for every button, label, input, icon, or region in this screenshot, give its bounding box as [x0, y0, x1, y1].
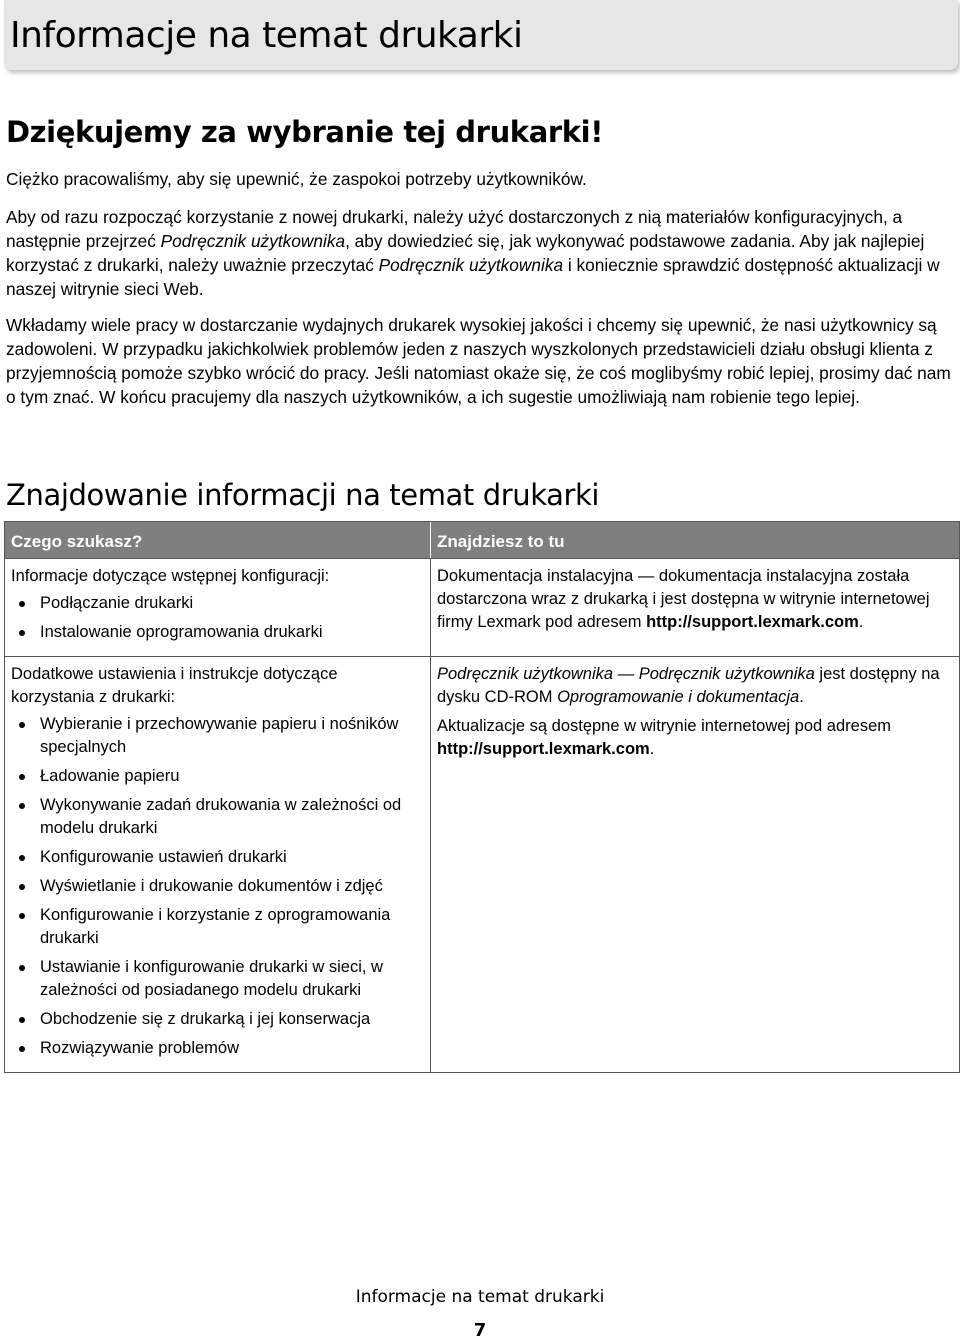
- guide-title: Podręcznik użytkownika: [160, 231, 346, 251]
- topic-lead: Informacje dotyczące wstępnej konfiguracji:: [11, 567, 330, 585]
- list-item: Wykonywanie zadań drukowania w zależności od modelu drukarki: [11, 794, 424, 840]
- table-cell-topic: [5, 559, 431, 656]
- title-banner: [4, 0, 958, 70]
- list-item: Ustawianie i konfigurowanie drukarki w sieci, w zależności od posiadanego modelu drukarki: [11, 956, 424, 1002]
- page-title: Informacje na temat drukarki: [10, 15, 523, 56]
- list-item: Wyświetlanie i drukowanie dokumentów i zdjęć: [11, 875, 424, 898]
- list-item: Rozwiązywanie problemów: [11, 1037, 424, 1060]
- finding-heading: Znajdowanie informacji na temat drukarki: [6, 478, 600, 512]
- list-item: Obchodzenie się z drukarką i jej konserwacja: [11, 1008, 424, 1031]
- table-row: [5, 559, 959, 657]
- topic-list: [11, 713, 424, 1060]
- intro-paragraph: Ciężko pracowaliśmy, aby się upewnić, że zaspokoi potrzeby użytkowników.: [6, 169, 587, 189]
- support-link[interactable]: http://support.lexmark.com: [646, 613, 859, 631]
- support-link[interactable]: http://support.lexmark.com: [437, 740, 650, 758]
- page-number: 7: [473, 1320, 487, 1341]
- table-header-row: [5, 522, 959, 559]
- topic-list: [11, 592, 424, 644]
- list-item: Instalowanie oprogramowania drukarki: [11, 621, 424, 644]
- thanks-heading: Dziękujemy za wybranie tej drukarki!: [6, 115, 604, 149]
- list-item: Konfigurowanie ustawień drukarki: [11, 846, 424, 869]
- setup-paragraph: Aby od razu rozpocząć korzystanie z nowej drukarki, należy użyć dostarczonych z nią materiałów konfiguracyjnych, a następnie przejrzeć Podręcznik użytkownika, aby dowiedzieć się, jak wykonywać podstawowe zadania. Aby jak najlepiej korzystać z drukarki, należy uważnie przeczytać Podręcznik użytkownika i koniecznie sprawdzić dostępność aktualizacji w naszej witrynie sieci Web.: [6, 207, 940, 299]
- footer-title: Informacje na temat drukarki: [355, 1287, 605, 1307]
- guide-title: Podręcznik użytkownika: [378, 255, 564, 275]
- list-item: Konfigurowanie i korzystanie z oprogramowania drukarki: [11, 904, 424, 950]
- info-table: [4, 521, 960, 1073]
- table-cell-topic: [5, 657, 431, 1072]
- list-item: Wybieranie i przechowywanie papieru i nośników specjalnych: [11, 713, 424, 759]
- list-item: Ładowanie papieru: [11, 765, 424, 788]
- list-item: Podłączanie drukarki: [11, 592, 424, 615]
- table-row: [5, 657, 959, 1072]
- updates-answer: Aktualizacje są dostępne w witrynie internetowej pod adresem http://support.lexmark.com.: [437, 717, 891, 758]
- col-header-where: Znajdziesz to tu: [437, 532, 565, 551]
- support-paragraph: Wkładamy wiele pracy w dostarczanie wydajnych drukarek wysokiej jakości i chcemy się upewnić, że nasi użytkownicy są zadowoleni. W przypadku jakichkolwiek problemów jeden z naszych wyszkolonych przedstawicieli działu obsługi klienta z przyjemnością pomoże szybko wrócić do pracy. Jeśli natomiast okaże się, że coś moglibyśmy robić lepiej, prosimy dać nam o tym znać. W końcu pracujemy dla naszych użytkowników, a ich sugestie umożliwiają nam robienie tego lepiej.: [6, 315, 951, 407]
- table-cell-source: [431, 657, 959, 1072]
- table-cell-source: Dokumentacja instalacyjna — dokumentacja instalacyjna została dostarczona wraz z drukarką i jest dostępna w witrynie internetowej firmy Lexmark pod adresem http://support.lexmark.com.: [437, 567, 930, 631]
- guide-answer: Podręcznik użytkownika — Podręcznik użytkownika jest dostępny na dysku CD-ROM Oprogramowanie i dokumentacja.: [437, 665, 940, 706]
- col-header-looking-for: Czego szukasz?: [5, 522, 431, 558]
- topic-lead: Dodatkowe ustawienia i instrukcje dotyczące korzystania z drukarki:: [11, 665, 338, 706]
